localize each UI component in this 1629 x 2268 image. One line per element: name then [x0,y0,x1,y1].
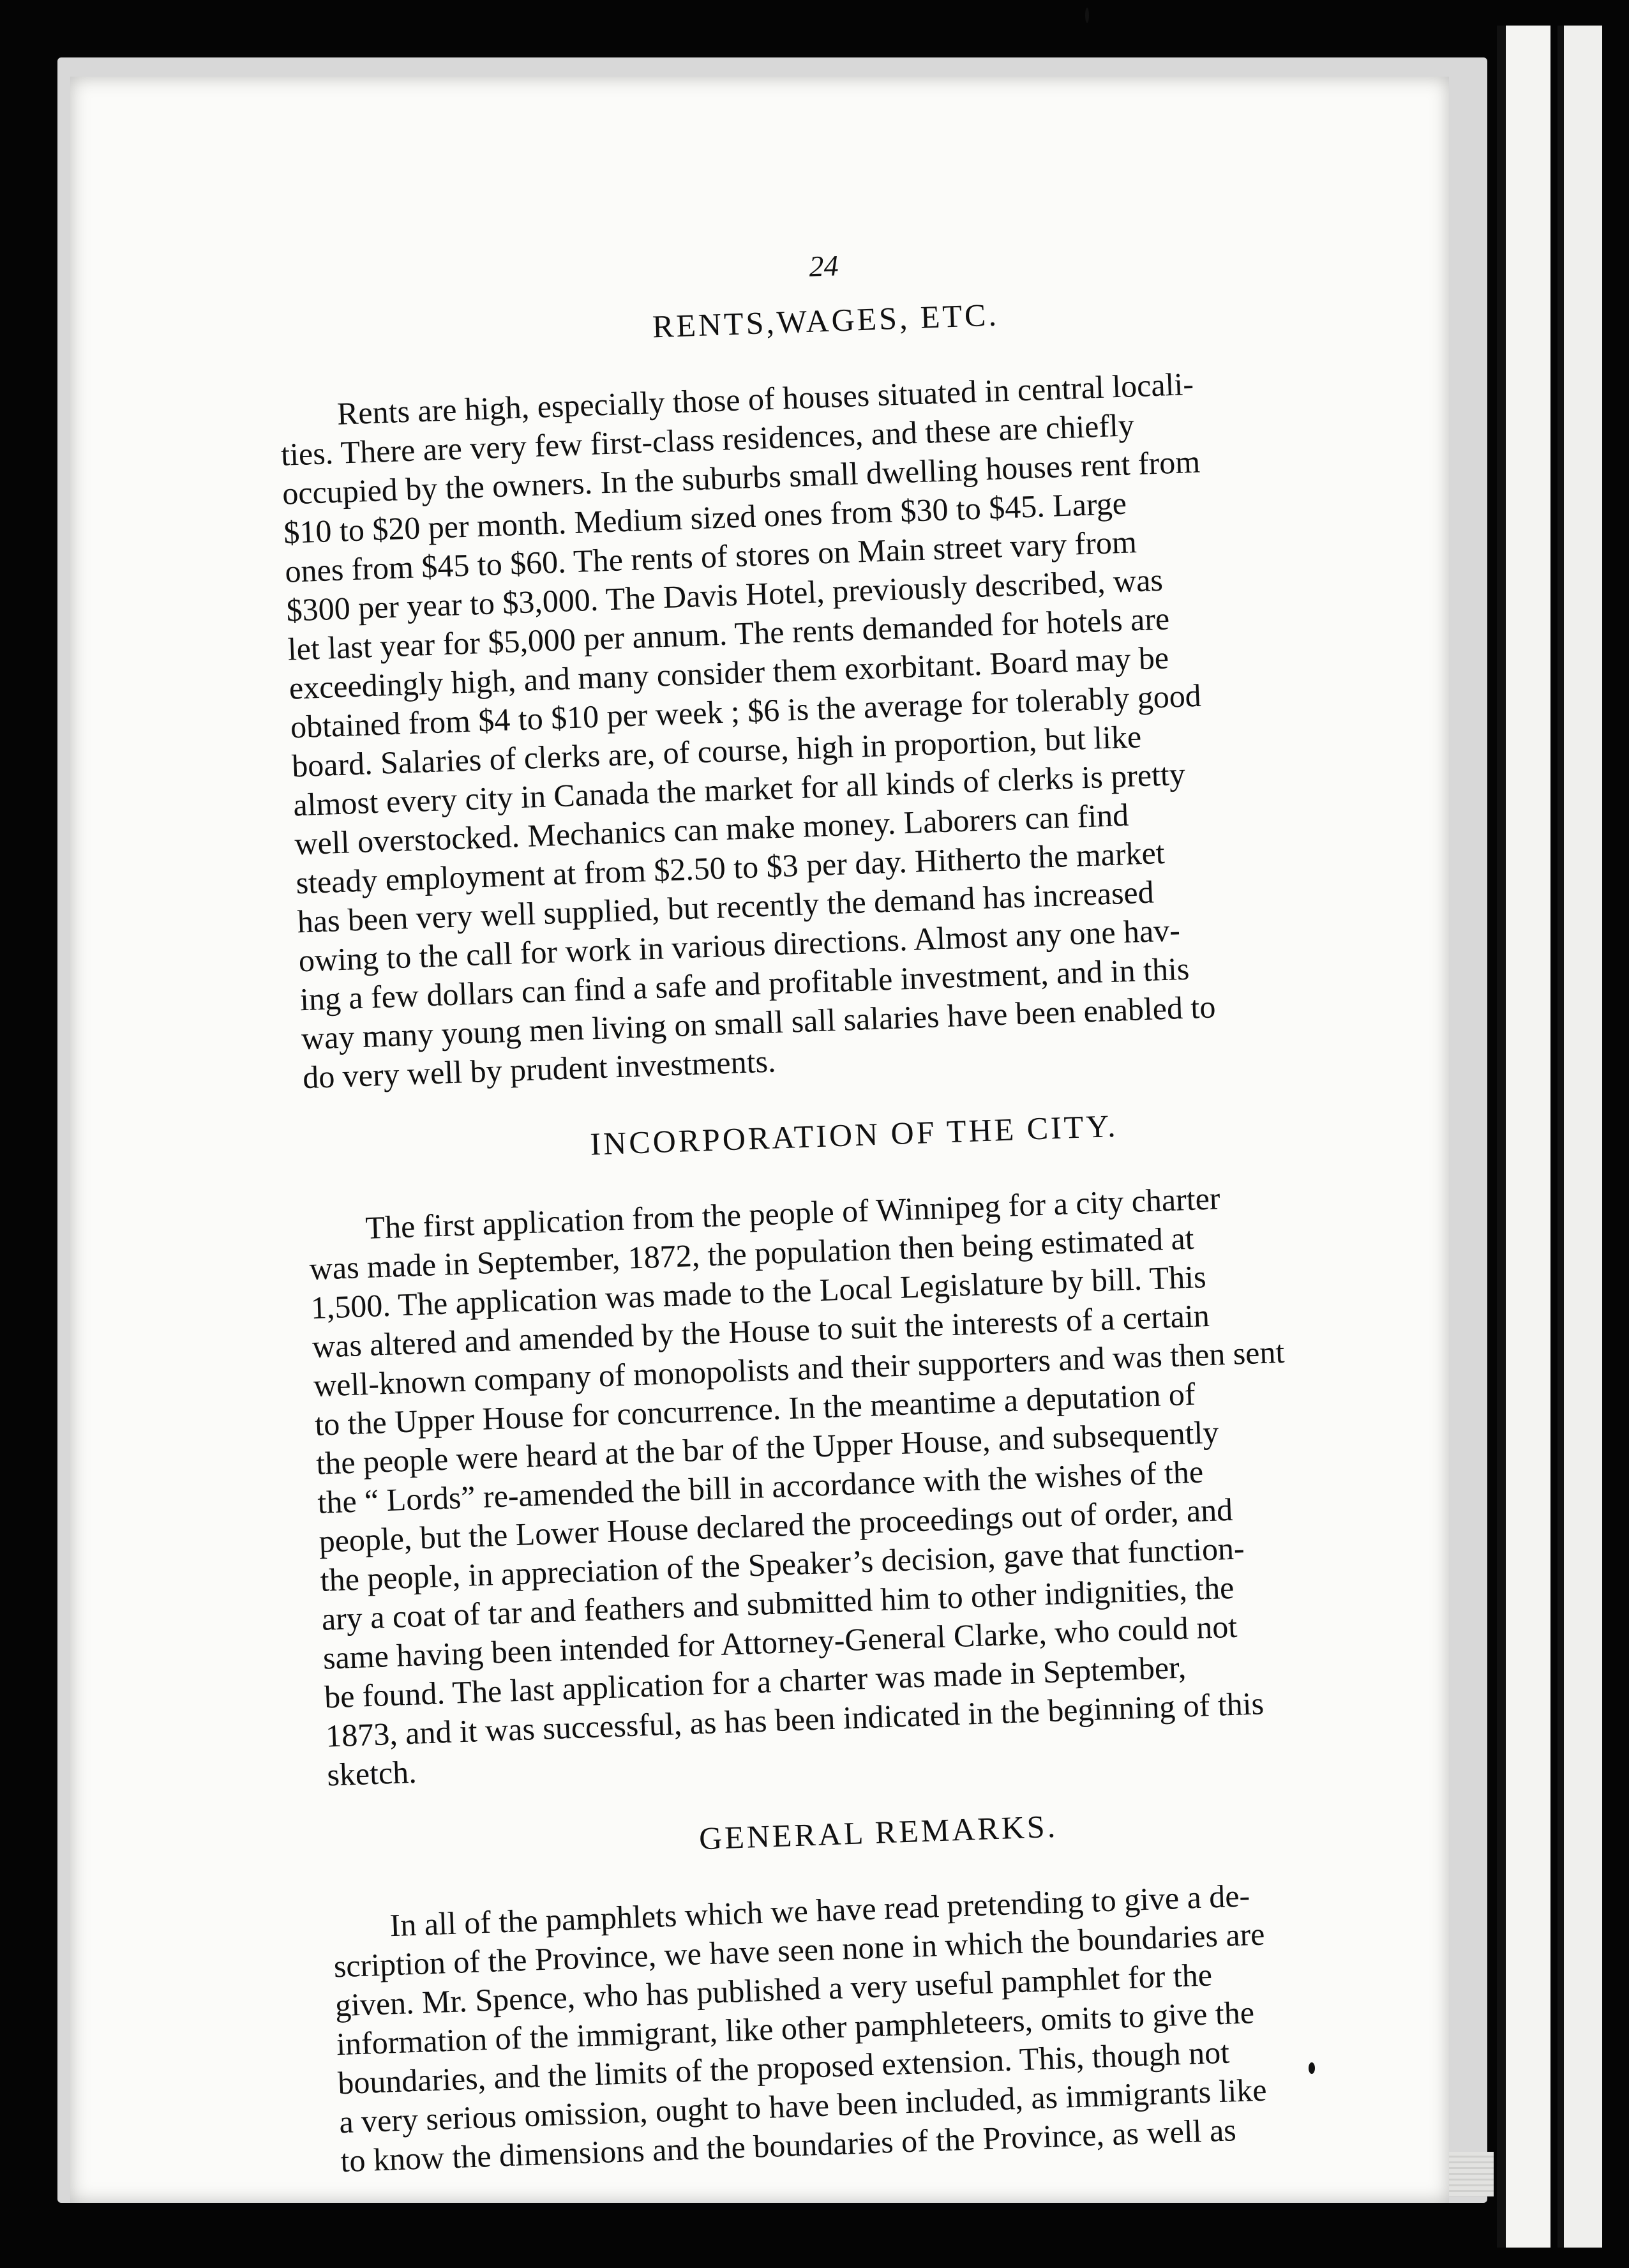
facing-page-edge-outer [1558,26,1602,2248]
print-speck [1085,8,1089,23]
facing-page-edge [1497,26,1550,2248]
section-body-rents-wages: Rents are high, especially those of houses situated in central locali- ties. There are very few first-class residences, and these are chiefly occupied by the owners. In the suburbs small dwelling houses rent from $10 to $20 per month. Medium sized ones from $30 to $45. Large ones from $45 to $60. The rents of stores on Main street vary from $300 per year to $3,000. The Davis Hotel, previously described, was let last year for $5,000 per annum. The rents demanded for hotels are exceedingly high, and many consider them exorbitant. Board may be obtained from $4 to $10 per week ; $6 is the average for tolerably good board. Salaries of clerks are, of course, high in proportion, but like almost every city in Canada the market for all kinds of clerks is pretty well overstocked. Mechanics can make money. Laborers can find steady employment at from $2.50 to $3 per day. Hitherto the market has been very well supplied, but recently the demand has increased owing to the call for work in various directions. Almost any one hav- ing a few dollars can find a safe and profitable investment, and in this way many young men living on small sall salaries have been enabled to do very well by prudent investments. [280,365,1217,1096]
section-heading-rents-wages: RENTS,WAGES, ETC. [652,296,1000,345]
section-heading-incorporation: INCORPORATION OF THE CITY. [589,1107,1119,1162]
page-content [274,230,1440,2219]
section-heading-general-remarks: GENERAL REMARKS. [698,1808,1058,1857]
section-body-incorporation: The first application from the people of Winnipeg for a city charter was made in September, 1872, the population then being estimated at 1,500. The application was made to the Local Legislature by bill. This was altered and amended by the House to suit the interests of a certain well-known company of monopolists and their supporters and was then sent to the Upper House for concurrence. In the meantime a deputation of the people were heard at the bar of the Upper House, and subsequently the “ Lords” re-amended the bill in accordance with the wishes of the people, but the Lower House declared the proceedings out of order, and the people, in appreciation of the Speaker’s decision, gave that function- ary a coat of tar and feathers and submitted him to other indignities, the same having been intended for Attorney-General Clarke, who could not be found. The last application for a charter was made in September, 1873, and it was successful, as has been indicated in the beginning of this sketch. [308,1180,1286,1793]
print-speck [1309,2062,1315,2074]
page-number: 24 [808,249,839,283]
section-body-general-remarks: In all of the pamphlets which we have read pretending to give a de- scription of the Province, we have seen none in which the boundaries are given. Mr. Spence, who has published a very useful pamphlet for the information of the immigrant, like other pamphleteers, omits to give the boundaries, and the limits of the proposed extension. This, though not a very serious omission, ought to have been included, as immigrants like to know the dimensions and the boundaries of the Province, as well as [333,1877,1268,2179]
